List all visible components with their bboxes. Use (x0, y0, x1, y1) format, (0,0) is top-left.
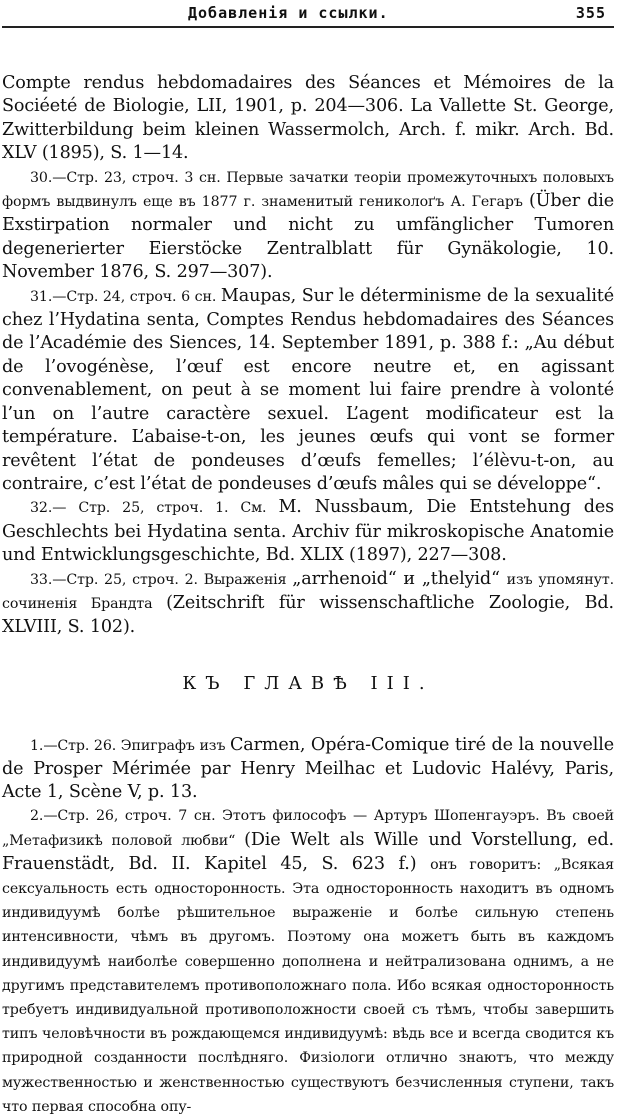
note-text: онъ говоритъ: „Всякая сексуальность есть односторонность. Эта односторонность находитъ въ одномъ индивидуумѣ болѣе рѣшительное выраженіе и болѣе сильную степень интенсивности, чѣмъ въ другомъ. Поэтому она можетъ быть въ каждомъ индивидуумѣ наиболѣе совершенно дополнена и нейтрализована однимъ, а не другимъ представителемъ противоположнаго пола. Ибо всякая односторонность требуетъ индивидуальной противоположности своей съ тѣмъ, чтобы завершить типъ человѣчности въ рождающемся индивидуумѣ: вѣдь все и всегда сводится къ природной созданности послѣдняго. Физіологи отлично знаютъ, что между мужественностью и женственностью существуютъ безчисленныя ступени, такъ что первая способна опу- (2, 856, 614, 1115)
note-text: M. Nussbaum, Die Entstehung des Geschlechts bei Hydatina senta. Archiv für mikroskopische Anatomie und Entwicklungsgeschichte, Bd. XLIX (1897), 227—308. (2, 497, 614, 566)
notes-block-chapter-3 (2, 734, 614, 1119)
note-paragraph (2, 568, 614, 640)
note-paragraph (2, 734, 614, 805)
note-text: (Zeitschrift für wissenschaftliche Zoologie, Bd. XLVIII, S. 102). (2, 592, 614, 638)
chapter-heading: КЪ ГЛАВѢ III. (182, 672, 434, 694)
running-head-title: Добавленія и ссылки. (188, 4, 389, 22)
note-text: 31.—Стр. 24, строч. 6 сн. (30, 288, 221, 305)
note-text: Maupas, Sur le déterminisme de la sexualité chez l’Hydatina senta, Comptes Rendus hebdomadaires des Séances de l’Académie des Siences, 14. September 1891, p. 388 f.: „Au début de l’ovogénèse, l’œuf est encore neutre et, en agissant convenablement, on peut à se moment lui faire prendre à volonté l’un on l’autre caractère sexuel. L’agent modificateur est la température. L’abaise-t-on, les jeunes œufs qui vont se former revêtent l’état de pondeuses d’œufs femelles; l’élèvu-t-on, au contraire, c’est l’état de pondeuses d’œufs mâles qui se développe“. (2, 285, 614, 494)
note-text: Compte rendus hebdomadaires des Séances et Mémoires de la Sociéeté de Biologie, LII, 1901, p. 204—306. La Vallette St. George, Zwitterbildung beim kleinen Wassermolch, Arch. f. mikr. Arch. Bd. XLV (1895), S. 1—14. (2, 73, 614, 164)
note-paragraph (2, 166, 614, 285)
running-head (2, 0, 614, 30)
note-text: 33.—Стр. 25, строч. 2. Выраженія (30, 571, 293, 588)
note-text: Carmen, Opéra-Comique tiré de la nouvelle de Prosper Mérimée par Henry Meilhac et Ludovic Halévy, Paris, Acte 1, Scène V, p. 13. (2, 734, 614, 803)
note-text: 2.—Стр. 26, строч. 7 сн. Этотъ философъ — Артуръ Шопенгауэръ. Въ своей „Метафизикѣ половой любви“ (2, 808, 614, 849)
notes-block-chapter-2 (2, 72, 614, 640)
note-paragraph (2, 496, 614, 567)
page-number: 355 (575, 4, 606, 22)
header-rule (2, 26, 614, 28)
note-text: 1.—Стр. 26. Эпиграфъ изъ (30, 737, 230, 754)
note-text: 32.— Стр. 25, строч. 1. См. (30, 500, 279, 517)
page-body (2, 72, 614, 1119)
note-paragraph (2, 804, 614, 1119)
note-paragraph (2, 285, 614, 497)
note-text: „arrhenoid“ и „thelyid“ (292, 568, 507, 589)
note-text: (Über die Exstirpation normaler und nicht zu umfänglicher Tumoren degenerierter Eierstöcke Zentralblatt für Gynäkologie, 10. November 1876, S. 297—307). (2, 191, 614, 283)
note-paragraph (2, 72, 614, 166)
note-text: 30.—Стр. 23, строч. 3 сн. Первые зачатки теоріи промежуточныхъ половыхъ формъ выдвинулъ еще въ 1877 г. знаменитый гениколоґъ А. Гегаръ (2, 169, 614, 211)
note-text: (Die Welt als Wille und Vorstellung, ed. Frauenstädt, Bd. II. Kapitel 45, S. 623 f.) (2, 829, 614, 874)
note-text: изъ упомянут. сочиненія Брандта (2, 571, 614, 612)
